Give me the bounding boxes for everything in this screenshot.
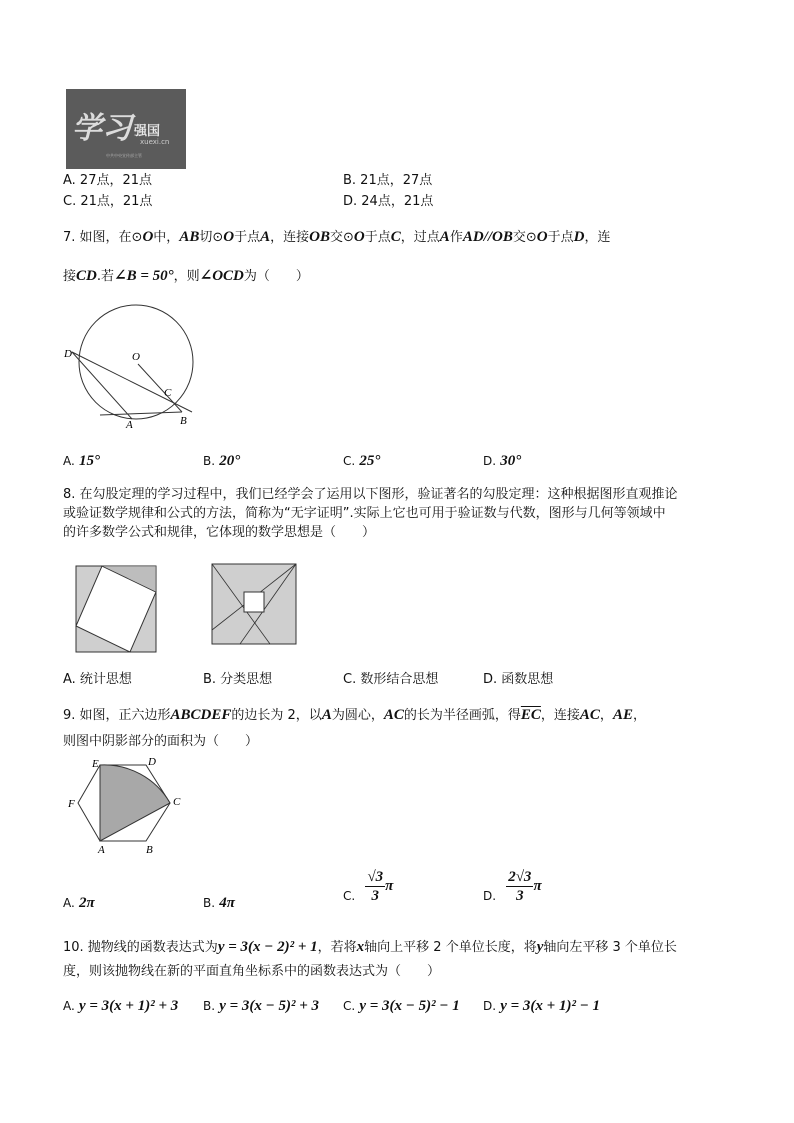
q8-option-d: D. 函数思想 [483,672,554,687]
q9-option-b: B. 4π [203,895,235,911]
q10-option-d: D. y = 3(x + 1)² − 1 [483,998,601,1014]
q6-option-a: A. 27点，21点 [63,173,153,188]
q9-option-a: A. 2π [63,895,95,911]
q6-option-d: D. 24点，21点 [343,194,434,209]
q7-option-a: A. 15° [63,453,100,469]
q9-label-b: B [146,844,153,855]
q7-label-o: O [132,351,140,363]
xuexi-logo [66,89,186,169]
q9-label-a: A [98,844,105,855]
q8-option-b: B. 分类思想 [203,672,273,687]
q8-line3: 的许多数学公式和规律，它体现的数学思想是（ ） [63,525,376,540]
q8-option-a: A. 统计思想 [63,672,132,687]
circle-icon: ⊙ [525,230,537,245]
q7-label-b: B [180,415,187,427]
circle-icon: ⊙ [131,230,143,245]
q6-option-c: C. 21点，21点 [63,194,153,209]
q10-line1: 10. 抛物线的函数表达式为y = 3(x − 2)² + 1，若将x轴向上平移 2 个单位长度，将y轴向左平移 3 个单位长 [63,939,677,955]
q7-label-c: C [164,387,172,399]
q7-option-c: C. 25° [343,453,381,469]
q7-option-d: D. 30° [483,453,522,469]
logo-text-small: 强国 [134,124,161,139]
q9-option-d: D. $\frac{2√3}{3}$ π [483,869,542,904]
q7-label-d: D [64,348,72,360]
q7-line1: 7. 如图，在⊙O中，AB切⊙O于点A，连接OB交⊙O于点C，过点A作AD//OB交⊙O于点D，连 [63,229,611,245]
q9-label-f: F [68,798,75,810]
circle-icon: ⊙ [212,230,224,245]
q9-label-d: D [148,756,156,768]
q9-hexagon-figure [62,755,190,855]
q9-line2: 则图中阴影部分的面积为（ ） [63,734,259,749]
circle-icon: ⊙ [343,230,354,245]
q9-label-c: C [173,796,181,808]
q7-line2: 接CD.若∠B = 50°，则∠OCD为（ ） [63,268,309,284]
q9-option-c: C. $\frac{√3}{3}$ π [343,869,394,904]
q9-line1: 9. 如图，正六边形ABCDEF的边长为 2，以A为圆心，AC的长为半径画弧，得$\overline{EC}$，连接AC，AE， [63,707,646,723]
logo-tagline: 中共中央宣传部主管 [106,153,142,158]
q7-label-a: A [126,419,133,430]
q10-option-c: C. y = 3(x − 5)² − 1 [343,998,460,1014]
q8-line1: 8. 在勾股定理的学习过程中，我们已经学会了运用以下图形，验证著名的勾股定理：这种根据图形直观推论 [63,487,678,502]
q8-figure-left [64,556,164,662]
q10-line2: 度，则该抛物线在新的平面直角坐标系中的函数表达式为（ ） [63,964,441,979]
q10-option-b: B. y = 3(x − 5)² + 3 [203,998,320,1014]
logo-text-big: 学习 [72,111,132,146]
q10-option-a: A. y = 3(x + 1)² + 3 [63,998,179,1014]
q7-circle-figure [60,302,200,430]
q6-option-b: B. 21点，27点 [343,173,433,188]
q7-option-b: B. 20° [203,453,241,469]
logo-url: xuexi.cn [140,138,170,146]
q8-option-c: C. 数形结合思想 [343,672,439,687]
q8-line2: 或验证数学规律和公式的方法，简称为“无字证明”.实际上它也可用于验证数与代数，图形与几何等领域中 [63,506,666,521]
q8-figure-right [200,556,306,650]
q9-label-e: E [92,758,99,770]
